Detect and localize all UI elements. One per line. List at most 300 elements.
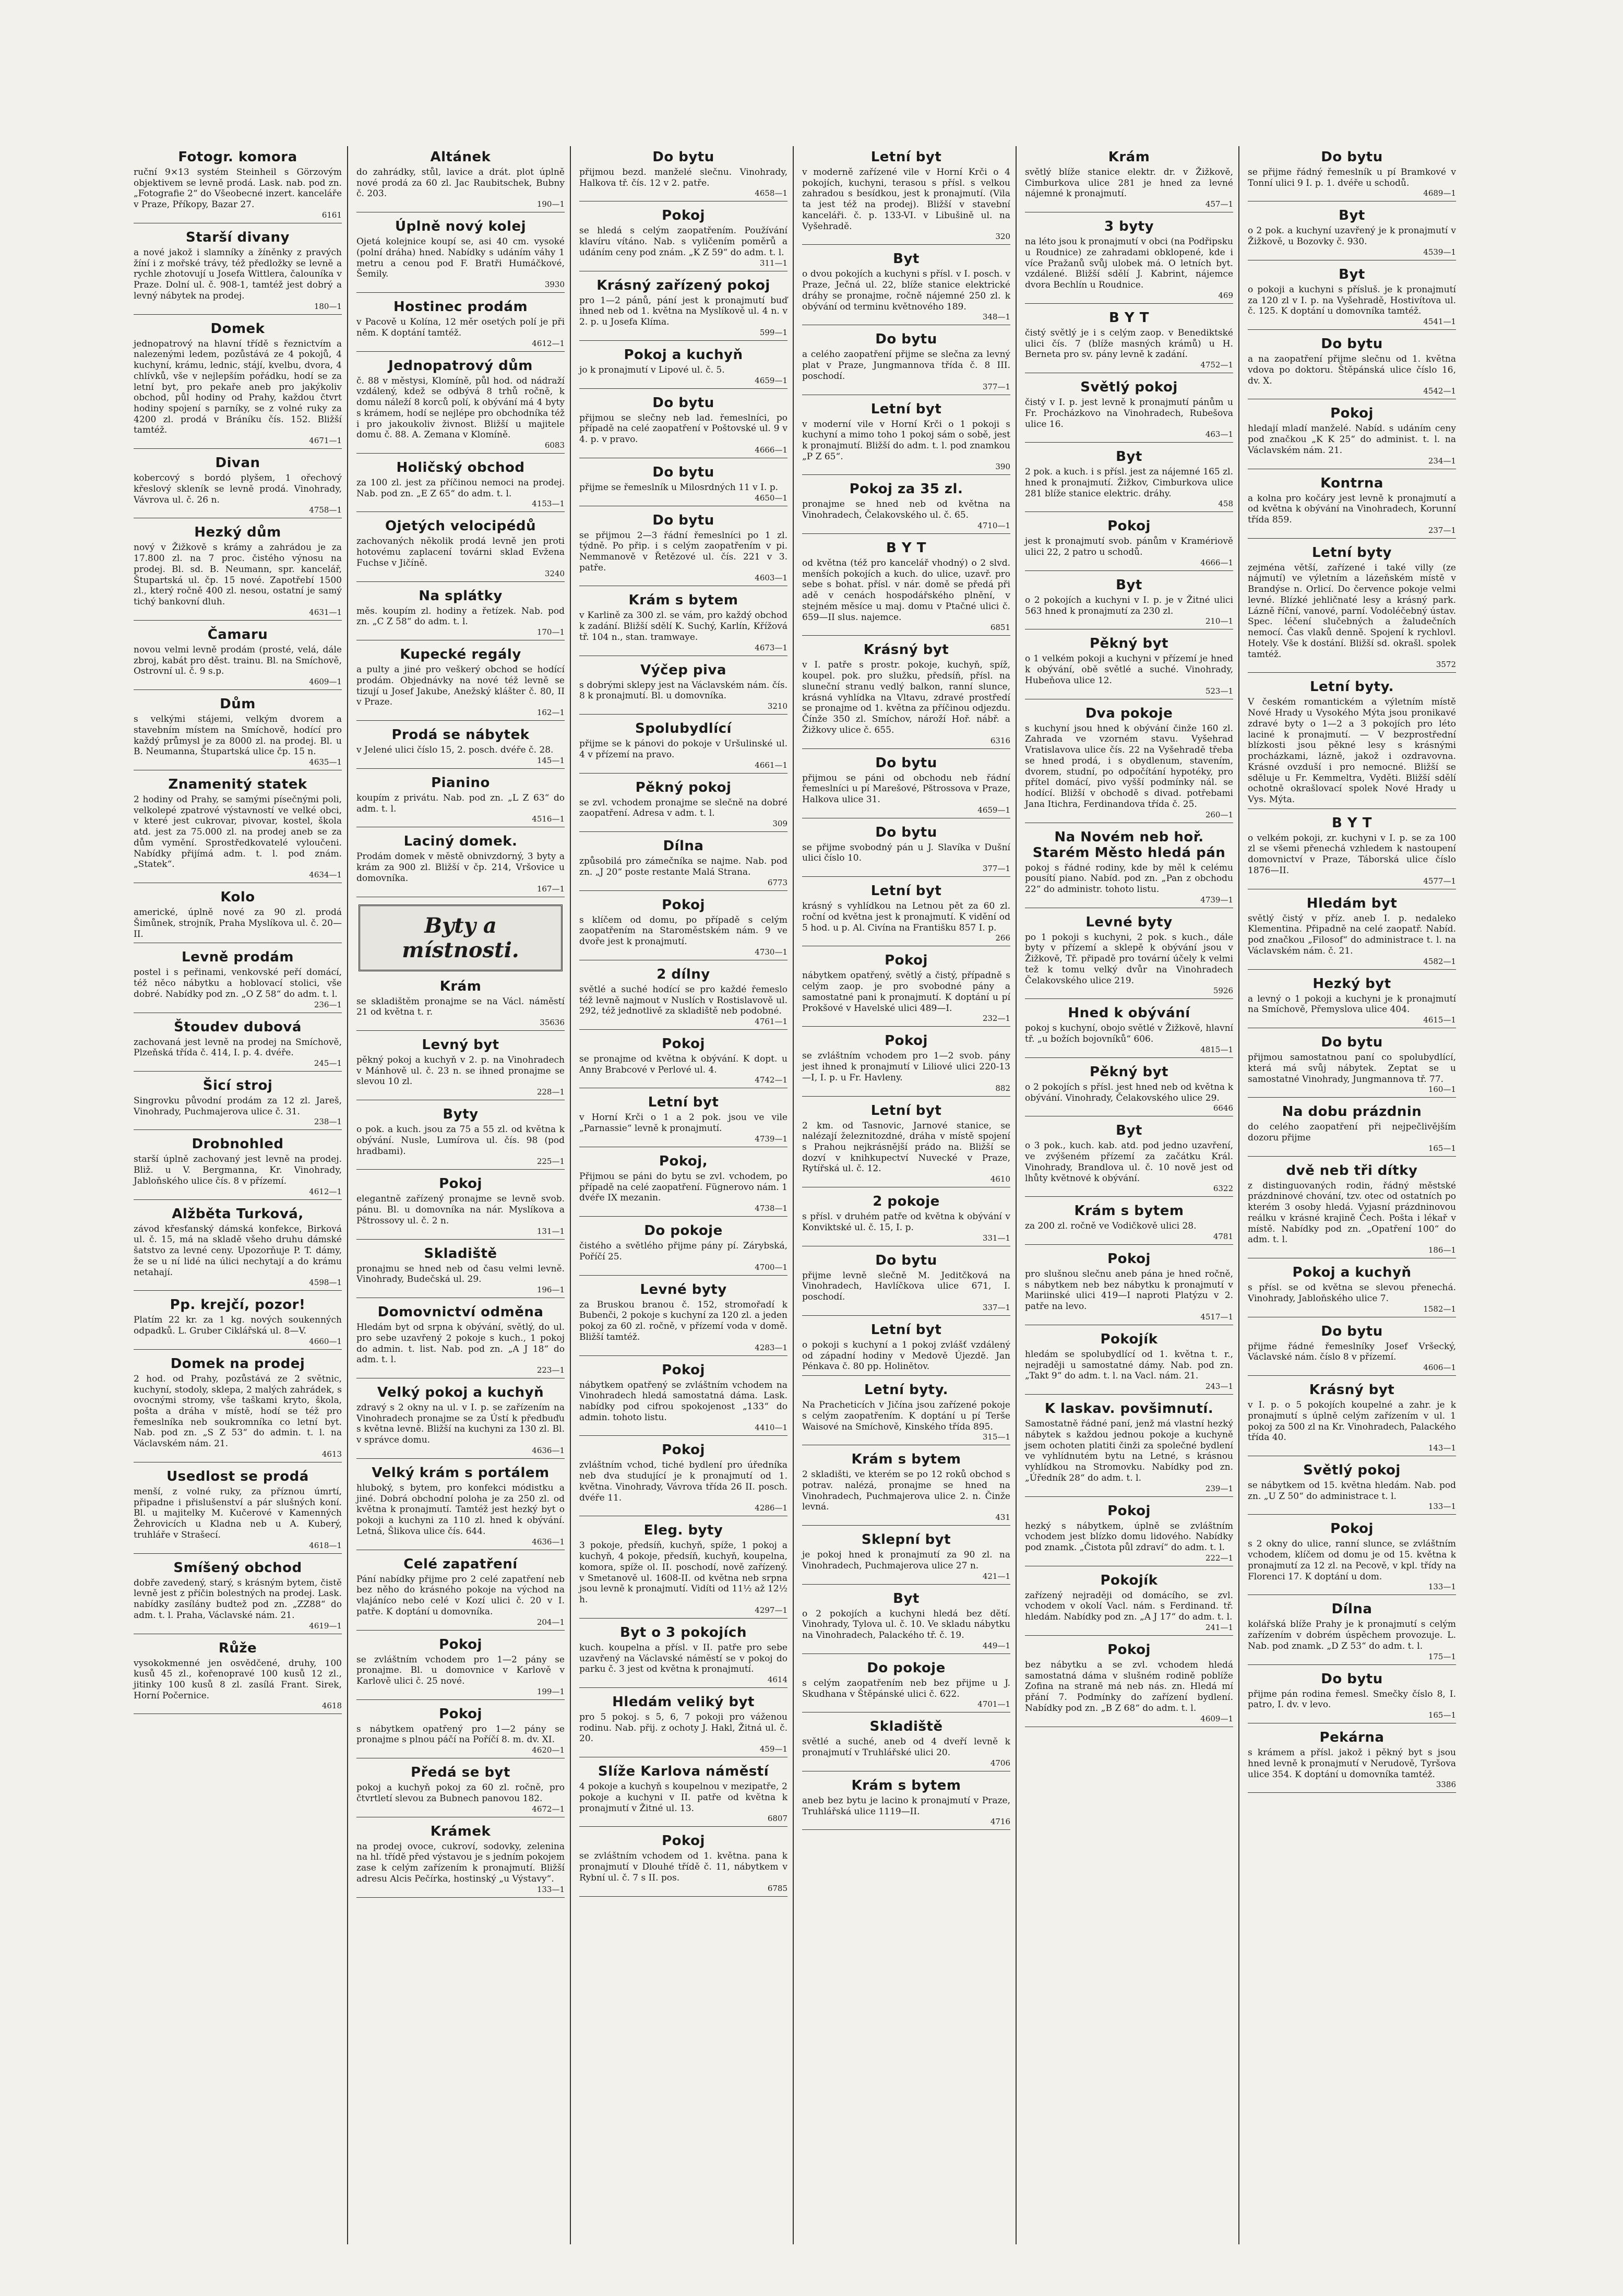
ad-divider — [1248, 808, 1456, 809]
ad-code: 4577—1 — [1423, 876, 1456, 886]
classified-ad — [802, 1253, 1010, 1316]
ad-heading: Levně prodám — [182, 949, 294, 966]
ad-heading: B Y T — [1332, 815, 1372, 831]
ad-body: přijmou samostatnou paní co spolubydlící, která má svůj nábytek. Zeptat se u samostatné Vinohrady, Jungmannova tř. 77. — [1248, 1052, 1456, 1085]
classified-ad — [1025, 1005, 1233, 1057]
ad-code: 4618—1 — [309, 1540, 342, 1550]
ad-heading: Hledám byt — [1306, 895, 1398, 911]
classified-ad — [1248, 976, 1456, 1028]
ad-divider — [356, 1239, 565, 1240]
ad-code: 4541—1 — [1423, 317, 1456, 327]
ad-code: 4659—1 — [755, 375, 787, 385]
ad-body: jo k pronajmutí v Lipové ul. č. 5. — [579, 364, 725, 375]
classified-ad — [134, 525, 342, 620]
ad-heading: dvě neb tři dítky — [1286, 1162, 1418, 1179]
ad-body: závod křesťanský dámská konfekce, Birková ul. č. 15, má na skladě všeho druhu dámské šatstvo za levné ceny. Upozorňuje P. T. dámy, že se u ní lidé na úlici nechytají a do krámu netahají. — [134, 1223, 342, 1278]
ad-heading: Pp. krejčí, pozor! — [170, 1297, 306, 1313]
classified-ad — [134, 1356, 342, 1462]
ad-divider — [1025, 998, 1233, 999]
classified-ad — [802, 331, 1010, 395]
ad-code: 4620—1 — [532, 1745, 565, 1755]
classified-ad — [579, 1223, 787, 1275]
ad-code: 5926 — [1213, 986, 1233, 996]
ad-heading: Holičský obchod — [396, 460, 525, 476]
ad-body: světlé a suché, aneb od 4 dveří levně k pronajmutí v Truhlářské ulici 20. — [802, 1736, 1010, 1758]
ad-code: 390 — [995, 462, 1010, 472]
ad-code: 133—1 — [536, 1884, 565, 1894]
ad-code: 4701—1 — [977, 1699, 1010, 1709]
ad-divider — [1025, 1244, 1233, 1245]
classified-ad — [1025, 1064, 1233, 1116]
ad-body: zachovaných několik prodá levně jen proti hotovému zaplacení továrni sklad Evžena Fuchse v Jičíně. — [356, 536, 565, 568]
ad-divider — [1025, 1496, 1233, 1497]
ad-divider — [579, 1029, 787, 1030]
classified-ad — [356, 1556, 565, 1631]
classified-ad — [356, 1246, 565, 1298]
ad-code: 4815—1 — [1200, 1044, 1233, 1054]
ad-body: jednopatrový na hlavní třídě s řeznictvím a nalezenými ledem, pozůstává ze 4 pokojů, 4 kuchyní, krámu, lednic, stájí, kvelbu, dvora, 4 chlívků, vše v nejlepším pořádku, hodí se za letní byt, pro pekaře aneb pro jakýkoliv obchod, půl hodiny od Prahy, každou čtvrt hodiny spojení s parníky, se z volné ruky za 4200 zl. prodá v Bráníku čís. 152. Bližší tamtéž. — [134, 338, 342, 436]
ad-heading: B Y T — [886, 540, 926, 556]
ad-heading: Byt — [1116, 449, 1142, 465]
classified-ad — [1025, 1331, 1233, 1395]
ad-body: se přijme řádný řemeslník u pí Bramkové v Tonní ulici 9 I. p. 1. dvéře u schodů. — [1248, 167, 1456, 188]
ad-heading: Byt — [1339, 266, 1365, 282]
ad-code: 6807 — [767, 1814, 787, 1824]
ad-code: 6773 — [767, 877, 787, 887]
classified-ad — [579, 1833, 787, 1896]
ad-code: 4716 — [990, 1817, 1010, 1827]
classified-ad — [802, 1452, 1010, 1526]
ad-code: 232—1 — [982, 1014, 1010, 1024]
ad-code: 3386 — [1436, 1780, 1456, 1790]
classified-ad — [1025, 219, 1233, 304]
ad-divider — [356, 581, 565, 582]
ad-code: 4618 — [321, 1701, 342, 1711]
ad-heading: Pokoj, — [659, 1153, 708, 1169]
classified-ad — [356, 460, 565, 512]
ad-divider — [1025, 1394, 1233, 1395]
ad-divider — [1248, 1097, 1456, 1098]
section-banner: Byty a místnosti. — [359, 905, 563, 971]
ad-divider — [802, 1026, 1010, 1027]
classified-ad — [579, 208, 787, 271]
ad-body: s dobrými sklepy jest na Václavském nám. čís. 8 k pronajmutí. Bl. u domovníka. — [579, 680, 787, 701]
ad-code: 175—1 — [1428, 1651, 1456, 1661]
classified-ad — [356, 727, 565, 769]
ad-body: v Jelené ulici číslo 15, 2. posch. dvéře č. 28. — [356, 745, 554, 756]
ad-heading: Skladiště — [869, 1719, 943, 1735]
ad-body: o 2 pokojích a kuchyni hledá bez dětí. Vinohrady, Tylova ul. č. 10. Ve skladu nábytku na Vinohradech, Palackého tř. č. 19. — [802, 1608, 1010, 1641]
ad-code: 238—1 — [314, 1117, 342, 1127]
ad-divider — [802, 1525, 1010, 1526]
ad-divider — [802, 876, 1010, 877]
ad-heading: Výčep piva — [640, 662, 726, 678]
ad-code: 237—1 — [1428, 525, 1456, 535]
classified-ad — [1025, 577, 1233, 629]
classified-ad — [802, 1322, 1010, 1376]
ad-heading: Byt — [893, 1590, 920, 1607]
ad-code: 6322 — [1213, 1184, 1233, 1194]
ad-code: 236—1 — [314, 1000, 342, 1009]
ad-code: 170—1 — [536, 627, 565, 637]
ad-heading: Levné byty — [1085, 914, 1173, 930]
ad-heading: Letní byt — [648, 1095, 719, 1111]
ad-code: 3572 — [1436, 660, 1456, 670]
classified-ad — [579, 1362, 787, 1436]
ad-divider — [579, 340, 787, 341]
ad-heading: Do bytu — [652, 512, 714, 528]
ad-heading: Krámek — [430, 1823, 491, 1839]
ad-body: v moderně zařízené vile v Horní Krči o 4 pokojích, kuchyni, terasou s přísl. s velkou zahradou s besídkou, jest k pronajmutí. (Vila ta jest též na prodej). Bližší v stavební kanceláři. č. p. 133-VI. v Libušině ul. na Vyšehradě. — [802, 167, 1010, 232]
classified-ad — [1248, 267, 1456, 330]
ad-code: 4297—1 — [755, 1605, 787, 1615]
ad-code: 145—1 — [536, 755, 565, 765]
ad-divider — [802, 533, 1010, 534]
ad-body: starší úplně zachovaný jest levně na prodej. Bliž. u V. Bergmanna, Kr. Vinohrady, Jabloňského ulice čís. 8 v přízemí. — [134, 1154, 342, 1186]
ad-body: a na zaopatření přijme slečnu od 1. května vdova po doktoru. Štěpánská ulice číslo 16, dv. X. — [1248, 354, 1456, 386]
ad-body: 2 hodiny od Prahy, se samými písečnými poli, velkolepé zpatrové výstavností ve velké obci, v které jest cukrovar, pivovar, kostel, škola atd. jest za 75.000 zl. na prodej aneb se za dům vymění. Sprostředkovatelé vyloučeni. Nabídky přijímá adm. t. l. pod znám. „Statek“. — [134, 794, 342, 870]
ad-code: 4609—1 — [1200, 1714, 1233, 1723]
ad-code: 199—1 — [536, 1686, 565, 1696]
classified-ad — [1248, 1601, 1456, 1664]
ad-body: se pronajme od května k obývání. K dopt. u Anny Brabcové v Perlové ul. 4. — [579, 1053, 787, 1075]
classified-ad — [356, 1176, 565, 1239]
classified-ad — [134, 1136, 342, 1199]
ad-code: 4672—1 — [532, 1804, 565, 1814]
classified-ad — [1248, 1163, 1456, 1258]
ad-body: hluboký, s bytem, pro konfekci módistku a jiné. Dobrá obchodní poloha je za 250 zl. od května k pronajmutí. Tamtéž jest hezký byt o pokoji a kuchyni za 110 zl. hned k obývání. Letná, Šlikova ulice čís. 644. — [356, 1482, 565, 1537]
ad-body: přijmou bezd. manželé slečnu. Vinohrady, Halkova tř. čís. 12 v 2. patře. — [579, 167, 787, 188]
ad-code: 3210 — [767, 701, 787, 711]
ad-heading: Šicí stroj — [202, 1077, 273, 1093]
ad-heading: Letní byty — [1311, 544, 1392, 561]
classified-ad — [1248, 1521, 1456, 1595]
ad-divider — [1025, 570, 1233, 571]
ad-heading: Světlý pokoj — [1303, 1462, 1401, 1478]
classified-ad — [1248, 1382, 1456, 1456]
ad-code: 4539—1 — [1423, 247, 1456, 257]
ad-code: 4738—1 — [755, 1204, 787, 1214]
ad-body: o 2 pok. a kuchyní uzavřený je k pronajmutí v Žižkově, u Bozovky č. 930. — [1248, 225, 1456, 247]
ad-code: 4659—1 — [977, 805, 1010, 815]
ad-heading: Byt — [893, 251, 920, 267]
ad-divider — [356, 511, 565, 512]
ad-code: 222—1 — [1205, 1553, 1233, 1563]
classified-ad — [802, 1591, 1010, 1654]
ad-code: 190—1 — [536, 199, 565, 209]
ad-heading: Fotogr. komora — [178, 149, 297, 165]
ad-heading: Divan — [215, 455, 260, 471]
ad-code: 4673—1 — [755, 643, 787, 652]
ad-heading: Pěkný byt — [1090, 1064, 1168, 1080]
ad-heading: Domovnictví odměna — [377, 1304, 544, 1321]
ad-heading: Světlý pokoj — [1080, 379, 1178, 396]
classified-ad — [134, 1078, 342, 1130]
classified-ad — [802, 883, 1010, 946]
classified-ad — [134, 627, 342, 690]
ad-body: se hledá s celým zaopatřením. Používání klavíru vítáno. Nab. s vyličením poměrů a udáním ceny pod znám. „K Z 59“ do adm. t. l. — [579, 225, 787, 258]
ad-body: o pokoji a kuchyni s přísluš. je k pronajmutí za 120 zl v I. p. na Vyšehradě, Hostivítova ul. č. 125. K doptání u domovníka tamtéž. — [1248, 284, 1456, 317]
classified-ad — [1025, 310, 1233, 373]
ad-divider — [356, 1030, 565, 1031]
ad-divider — [1025, 1196, 1233, 1197]
column-4 — [799, 146, 1017, 2244]
ad-heading: Hezký dům — [194, 525, 281, 541]
ad-heading: Pokoj — [662, 897, 705, 913]
ad-heading: Pěkný byt — [1090, 636, 1168, 652]
ad-body: s nábytkem opatřený pro 1—2 pány se pronajme s plnou páčí na Poříčí 8. m. dv. XI. — [356, 1723, 565, 1745]
ad-body: přijmou se slečny neb lad. řemeslníci, po případě na celé zaopatření v Poštovské ul. 9 v 4. p. v pravo. — [579, 412, 787, 445]
ad-heading: Krám s bytem — [851, 1452, 961, 1468]
ad-divider — [579, 773, 787, 774]
classified-ad — [1025, 379, 1233, 443]
ad-code: 457—1 — [1205, 199, 1233, 209]
ad-heading: Krásný byt — [1309, 1382, 1395, 1398]
ad-body: dobře zavedený, starý, s krásným bytem, čistě levně jest z příčin bolestných na prodej. Lask. nabídky zasílány budtež pod zn. „ZZ88“ do adm. t. l. Praha, Václavské nám. 21. — [134, 1577, 342, 1621]
classified-ad — [134, 889, 342, 943]
classified-ad — [356, 834, 565, 897]
ad-body: přijmou se páni od obchodu neb řádní řemeslníci u pí Marešové, Pštrossova v Praze, Halkova ulice 31. — [802, 772, 1010, 805]
classified-ad — [579, 278, 787, 341]
ad-body: kobercový s bordó plyšem, 1 ořechový křeslový skleník se levně prodá. Vinohrady, Vávrova ul. č. 26 n. — [134, 473, 342, 505]
ad-divider — [1248, 1514, 1456, 1515]
ad-body: s kuchyní jsou hned k obývání činže 160 zl. Zahrada ve vzorném stavu. Vyšehrad Vratislavova ulice čís. 22 na Vyšehradě třeba se hned prodá, i s obydlenum, stavením, dvorem, studní, po odpočítání hypotéky, pro přítel domácí, pivo vyšší podmínky nál. se hodící. Bližší v obchodě s divad. potřebami Jana Itichra, Ferdinandova třída č. 25. — [1025, 723, 1233, 810]
ad-code: 186—1 — [1428, 1245, 1456, 1255]
ad-divider — [579, 1687, 787, 1688]
classified-ad — [579, 897, 787, 960]
classified-ad — [1025, 1642, 1233, 1727]
ad-body: se zvláštním vchodem pro 1—2 pány se pronajme. Bl. u domovnice v Karlově v Karlově ulici č. 25 nové. — [356, 1654, 565, 1686]
ad-heading: Pokoj — [662, 1036, 705, 1052]
ad-heading: Pokoj — [1330, 1521, 1374, 1537]
ad-divider — [579, 1826, 787, 1827]
ad-body: v I. p. o 5 pokojích koupelné a zahr. je k pronajmutí s úplně celým zařízením v ul. 1 pokoj za 500 zl na Kr. Vinohradech, Palackého třída 40. — [1248, 1400, 1456, 1443]
ad-divider — [134, 1129, 342, 1130]
ad-code: 1582—1 — [1423, 1304, 1456, 1314]
ad-divider — [356, 1458, 565, 1459]
ad-body: o 2 pokojích s přísl. jest hned neb od května k obývání. Vinohrady, Čelakovského ulice 29. — [1025, 1081, 1233, 1103]
ad-body: s 2 okny do ulice, ranní slunce, se zvláštním vchodem, klíčem od domu je od 15. května k pronajmutí za 12 zl. na Pecově, v kpl. třídy na Florenci 17. K doptání u dom. — [1248, 1539, 1456, 1582]
ad-heading: Levné byty — [640, 1281, 727, 1298]
classified-ad — [802, 149, 1010, 245]
ad-heading: Pianino — [431, 775, 490, 791]
ad-body: za 100 zl. jest za příčinou nemoci na prodej. Nab. pod zn. „E Z 65“ do adm. t. l. — [356, 478, 565, 499]
ad-body: o 1 velkém pokoji a kuchyni v přízemí je hned k obývání, obě světlé a suché. Vinohrady, Hubeňova ulice 12. — [1025, 653, 1233, 686]
ad-heading: Do bytu — [1321, 1323, 1383, 1339]
ad-divider — [356, 1630, 565, 1631]
ad-code: 4650—1 — [755, 493, 787, 503]
ad-code: 377—1 — [982, 382, 1010, 391]
ad-code: 4635—1 — [309, 757, 342, 767]
ad-heading: Pokoj za 35 zl. — [849, 481, 963, 497]
ad-body: z distinguovaných rodin, řádný městské prázdninové chování, tzv. otec od ostatních po kterém 3 osoby hledá. Vyjasní prázdninovou reálku v krásné krajině Čech. Pošta i lékař v místě. Nabídky pod zn. „Opatření 100“ do adm. t. l. — [1248, 1180, 1456, 1245]
ad-body: se skladištěm pronajme se na Václ. náměstí 21 od května t. r. — [356, 996, 565, 1018]
classified-ad — [579, 395, 787, 458]
classified-ad — [1025, 1203, 1233, 1245]
ad-heading: Pokoj — [885, 953, 928, 969]
ad-body: zejména větší, zařízené i také villy (ze nájmutí) ve výletním a lázeňském místě v Brandýse n. Orlicí. Do července pokoje velmi levné. Blízké jehličnaté lesy a krásný park. Lázně říční, vanové, parní. Vodoléčebný ústav. Spec. léčení slučebných a žaludečních nemocí. Čas vlaků denně. Spojení k rychlovl. Hotely. Vše k dostání. Bližší sd. okrašl. spolek tamtéž. — [1248, 562, 1456, 660]
ad-divider — [1248, 672, 1456, 673]
classified-ad — [579, 1764, 787, 1827]
ad-heading: Letní byt — [870, 883, 942, 899]
classified-ad — [134, 949, 342, 1013]
classified-ad — [802, 1778, 1010, 1830]
ad-heading: Kupecké regály — [400, 647, 521, 663]
ad-body: vysokokmenné jen osvědčené, druhy, 100 kusů 45 zl., kořenopravé 100 kusů 12 zl., jitinky 100 kusů 8 zl. zasílá Frant. Sirek, Horní Počernice. — [134, 1658, 342, 1701]
ad-heading: Na Novém neb hoř. Starém Město hledá pán — [1032, 829, 1226, 861]
ad-code: 131—1 — [536, 1226, 565, 1236]
ad-body: 2 hod. od Prahy, pozůstává ze 2 světnic, kuchyní, stodoly, sklepa, 2 malých zahrádek, s ovocnými stromy, vše taškami kryto, škola, pošta a dráha v místě, hodí se též pro řemeslníka neb soukromníka co letní byt. Nab. pod zn. „S Z 53“ do admin. t. l. na Václavském nám. 21. — [134, 1373, 342, 1449]
column-3 — [576, 146, 794, 2244]
ad-code: 3930 — [544, 280, 565, 290]
classified-ad — [1248, 208, 1456, 260]
ad-code: 35636 — [540, 1017, 565, 1027]
classified-ad — [134, 1560, 342, 1634]
ad-body: o dvou pokojích a kuchyni s přísl. v I. posch. v Praze, Ječná ul. 22, blíže stanice elektrické dráhy se pronajme, ročně nájemné 250 zl. k obývání od terminu květnového 189. — [802, 269, 1010, 312]
classified-ad — [579, 1153, 787, 1217]
ad-body: pro slušnou slečnu aneb pána je hned ročně, s nábytkem neb bez nábytku k pronajmutí v Mariinské ulici 419—I naproti Platýzu v 2. patře na levo. — [1025, 1268, 1233, 1312]
ad-heading: Do bytu — [652, 395, 714, 411]
ad-body: za 200 zl. ročně ve Vodičkově ulici 28. — [1025, 1221, 1197, 1232]
classified-ad — [1248, 1730, 1456, 1793]
ad-code: 337—1 — [982, 1302, 1010, 1312]
ad-body: od května (též pro kancelář vhodný) o 2 slvd. menších pokojích a kuch. do ulice, uzavř. pro sebe s bohat. přísl. v nár. domě se předá při adě v cenách hospodářského plnění, v stejném měsíce u maj. domu v Ptačné ulici č. 659—II slus. najemce. — [802, 557, 1010, 623]
ad-heading: Pokoj — [662, 208, 705, 224]
classified-ad — [356, 1637, 565, 1700]
ad-body: Přijmou se páni do bytu se zvl. vchodem, po případě na celé zaopatření. Fügnerovo nám. 1 dvéře IX mezanin. — [579, 1171, 787, 1204]
ad-code: 449—1 — [982, 1640, 1010, 1650]
ad-heading: Úplně nový kolej — [395, 219, 527, 235]
classified-ad — [802, 481, 1010, 533]
ad-heading: Eleg. byty — [643, 1522, 723, 1539]
ad-divider — [1025, 1635, 1233, 1636]
ad-body: přijme se k pánovi do pokoje v Uršulinské ul. 4 v přízemí na pravo. — [579, 739, 787, 760]
ad-body: se přijme svobodný pán u J. Slavíka v Dušní ulici číslo 10. — [802, 842, 1010, 864]
ad-divider — [1025, 303, 1233, 304]
ad-heading: Do bytu — [652, 149, 714, 165]
classified-ad — [356, 1706, 565, 1758]
ad-code: 4660—1 — [309, 1336, 342, 1346]
ad-heading: Slíže Karlova náměstí — [598, 1764, 769, 1780]
ad-heading: Levný byt — [422, 1037, 499, 1053]
column-2 — [353, 146, 571, 2244]
ad-code: 4730—1 — [755, 947, 787, 957]
classified-ad — [356, 149, 565, 212]
classified-ad — [356, 299, 565, 351]
ad-divider — [134, 314, 342, 315]
ad-body: postel i s peřinami, venkovské peří domácí, též něco nábytku a hoblovací stolici, vše dobré. Nabídky pod zn. „O Z 58“ do adm. t. l. — [134, 967, 342, 1000]
ad-heading: B Y T — [1109, 310, 1149, 326]
classified-ad — [1248, 679, 1456, 808]
ad-divider — [356, 351, 565, 352]
ad-heading: Krásný byt — [863, 642, 949, 658]
ad-divider — [134, 689, 342, 690]
ad-code: 6646 — [1213, 1103, 1233, 1113]
classified-ad — [579, 1625, 787, 1688]
ad-code: 4603—1 — [755, 573, 787, 583]
classified-ad — [1025, 1573, 1233, 1636]
ad-heading: Pěkný pokoj — [635, 779, 732, 795]
ad-body: a celého zaopatření přijme se slečna za levný plat v Praze, Jungmannova třída č. 8 III. poschodí. — [802, 349, 1010, 382]
ad-code: 4598—1 — [309, 1278, 342, 1288]
ad-code: 3240 — [544, 568, 565, 578]
ad-body: o 2 pokojích a kuchyni v I. p. je v Žitné ulici 563 hned k pronajmutí za 230 zl. — [1025, 594, 1233, 616]
ad-body: přijme levně slečně M. Jeditčková na Vinohradech, Havlíčkova ulice 671, I. poschodí. — [802, 1270, 1010, 1303]
ad-code: 167—1 — [536, 884, 565, 894]
ad-body: v moderní vile v Horní Krči o 1 pokoji s kuchyní a mimo toho 1 pokoj sám o sobě, jest k pronajmutí. Bližší do adm. t. l. pod znamkou „P Z 65“. — [802, 419, 1010, 462]
ad-body: aneb bez bytu je lacino k pronajmutí v Praze, Truhlářská ulice 1119—II. — [802, 1795, 1010, 1817]
classified-ad — [802, 755, 1010, 818]
ad-divider — [134, 1553, 342, 1554]
classified-ad — [1248, 336, 1456, 399]
ad-body: 2 skladišti, ve kterém se po 12 roků obchod s potrav. nalézá, pronajme se hned na Vinohradech, Puchmajerova ulice 2. n. Činže levná. — [802, 1469, 1010, 1513]
ad-body: pokoj s kuchyní, obojo světlé v Žižkově, hlavní tř. „u božích bojovníků“ 606. — [1025, 1023, 1233, 1045]
classified-ad — [134, 455, 342, 518]
ad-code: 4761—1 — [755, 1016, 787, 1026]
ad-body: v I. patře s prostr. pokoje, kuchyň, spíž, koupel. pok. pro služku, předsíň, přísl. na sluneční stranu vedlý balkon, ranní slunce, krásná vyhlídka na Vltavu, zdravé prostředí se pronajme od 1. května za příčinou odjezdu. Čínže 350 zl. Smíchov, nároží Hoř. nábř. a Žižkovy ulice č. 655. — [802, 660, 1010, 735]
classified-ad — [356, 1824, 565, 1898]
ad-body: nábytkem opatřený se zvláštním vchodem na Vinohradech hledá samostatná dáma. Lask. nabídky pod cifrou spokojenost „133“ do admin. tohoto listu. — [579, 1379, 787, 1423]
classified-ad — [134, 1019, 342, 1072]
ad-heading: Alžběta Turková, — [172, 1206, 304, 1222]
classified-ad — [356, 1304, 565, 1378]
ad-body: pěkný pokoj a kuchyň v 2. p. na Vinohradech v Mánhově ul. č. 23 n. se ihned pronajme se slevou 10 zl. — [356, 1054, 565, 1087]
ad-body: hledají mladí manželé. Nabíd. s udáním ceny pod značkou „K K 25“ do administ. t. l. na Václavském nám. 21. — [1248, 423, 1456, 456]
ad-divider — [1025, 1057, 1233, 1058]
classified-ad — [356, 588, 565, 640]
classified-ad — [134, 777, 342, 883]
ad-code: 4286—1 — [755, 1503, 787, 1513]
ad-code: 210—1 — [1205, 616, 1233, 626]
ad-code: 4615—1 — [1423, 1015, 1456, 1025]
ad-body: zařízený nejraději od domácího, se zvl. vchodem v okolí Vacl. nám. s Ferdinand. tř. hledám. Nabídky pod zn. „A J 17“ do adm. t. l. — [1025, 1590, 1233, 1623]
ad-divider — [1248, 1664, 1456, 1665]
ad-code: 6316 — [990, 735, 1010, 745]
classified-ad — [1025, 518, 1233, 570]
ad-code: 204—1 — [536, 1617, 565, 1627]
ad-heading: Do bytu — [875, 331, 937, 348]
classified-ad — [579, 780, 787, 832]
ad-heading: Byty — [443, 1107, 479, 1123]
ad-heading: Pokoj — [662, 1833, 705, 1849]
ad-heading: Byt — [1116, 1123, 1142, 1139]
ad-divider — [134, 1199, 342, 1200]
ad-heading: Pokoj — [662, 1362, 705, 1378]
ad-heading: Letní byt — [870, 149, 942, 165]
ad-heading: 2 dílny — [657, 966, 710, 982]
classified-ad — [579, 1095, 787, 1147]
classified-ad — [802, 1660, 1010, 1712]
ad-code: 4283—1 — [755, 1342, 787, 1352]
ad-body: Prodám domek v městě obnivzdorný, 3 byty a krám za 900 zl. Bližší v čp. 214, Vršovice u domovníka. — [356, 851, 565, 884]
classified-ad — [1248, 1265, 1456, 1317]
ad-body: a nové jakož i slamníky a žíněnky z pravých žíní i z mořské trávy, též předložky se levně a rychle zhotovují u Josefa Wittlera, čalouníka v Praze. Dolní ul. č. 908-1, tamtéž jest dobrý a levný nábytek na prodej. — [134, 247, 342, 301]
ad-heading: Dílna — [663, 838, 704, 854]
ad-heading: Laciný domek. — [403, 834, 518, 850]
ad-code: 4666—1 — [755, 445, 787, 455]
ad-heading: Pekárna — [1319, 1730, 1385, 1746]
ad-divider — [1248, 329, 1456, 330]
ad-heading: Byt — [1339, 208, 1365, 224]
ad-divider — [134, 448, 342, 449]
ad-heading: Kontrna — [1320, 475, 1383, 491]
ad-heading: Kolo — [220, 889, 255, 906]
classified-ad — [802, 1719, 1010, 1771]
column-1 — [130, 146, 348, 2244]
ad-code: 223—1 — [536, 1365, 565, 1375]
ad-heading: Do bytu — [875, 824, 937, 840]
ad-body: v Pacově u Kolína, 12 měr osetých polí je při něm. K doptání tamtéž. — [356, 317, 565, 338]
